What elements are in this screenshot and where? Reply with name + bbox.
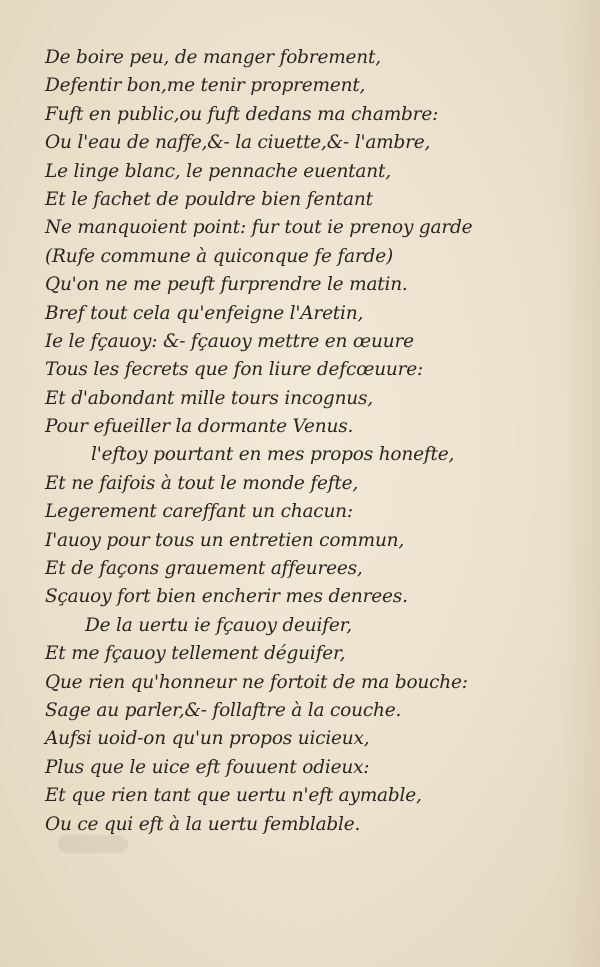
poem-line: (Rufe commune à quiconque fe farde) xyxy=(45,245,393,267)
poem-line: Et le fachet de pouldre bien fentant xyxy=(45,188,373,210)
poem-line: De boire peu, de manger fobrement, xyxy=(45,47,381,68)
poem-line: Tous les fecrets que fon liure defcœuure: xyxy=(45,359,424,381)
poem-text xyxy=(45,44,565,839)
page-edge-shadow xyxy=(560,0,600,967)
poem-line: Plus que le uice eft fouuent odieux: xyxy=(45,756,370,778)
poem-line: Et me fçauoy tellement déguifer, xyxy=(45,643,346,665)
poem-line: Ou ce qui eft à la uertu femblable. xyxy=(45,813,361,835)
poem-line: Et ne faifois à tout le monde fefte, xyxy=(45,472,359,494)
poem-line: Sçauoy fort bien encherir mes denrees. xyxy=(45,586,408,608)
poem-line: Fuft en public,ou fuft dedans ma chambre: xyxy=(45,103,439,125)
poem-line: De la uertu ie fçauoy deuifer, xyxy=(85,614,352,636)
poem-line: Ou l'eau de naffe,&- la ciuette,&- l'ambre, xyxy=(45,132,431,154)
poem-line: Pour efueiller la dormante Venus. xyxy=(45,416,354,438)
poem-line: Qu'on ne me peuft furprendre le matin. xyxy=(45,274,408,296)
poem-line: Bref tout cela qu'enfeigne l'Aretin, xyxy=(45,302,364,324)
poem-line: l'eftoy pourtant en mes propos honefte, xyxy=(91,444,455,466)
poem-line: Que rien qu'honneur ne fortoit de ma bouche: xyxy=(45,671,468,693)
poem-line: Et d'abondant mille tours incognus, xyxy=(45,387,373,409)
poem-line: Et de façons grauement affeurees, xyxy=(45,558,363,580)
poem-line: Ne manquoient point: fur tout ie prenoy garde xyxy=(45,217,473,239)
poem-line: Defentir bon,me tenir proprement, xyxy=(45,75,366,97)
poem-line: I'auoy pour tous un entretien commun, xyxy=(45,529,405,551)
poem-line: Et que rien tant que uertu n'eft aymable, xyxy=(45,785,422,807)
poem-line: Aufsi uoid-on qu'un propos uicieux, xyxy=(45,728,370,750)
poem-line: Le linge blanc, le pennache euentant, xyxy=(45,160,391,182)
poem-line: Sage au parler,&- follaftre à la couche. xyxy=(45,699,402,721)
poem-line: Ie le fçauoy: &- fçauoy mettre en œuure xyxy=(45,330,414,352)
poem-line: Legerement careffant un chacun: xyxy=(45,501,353,523)
